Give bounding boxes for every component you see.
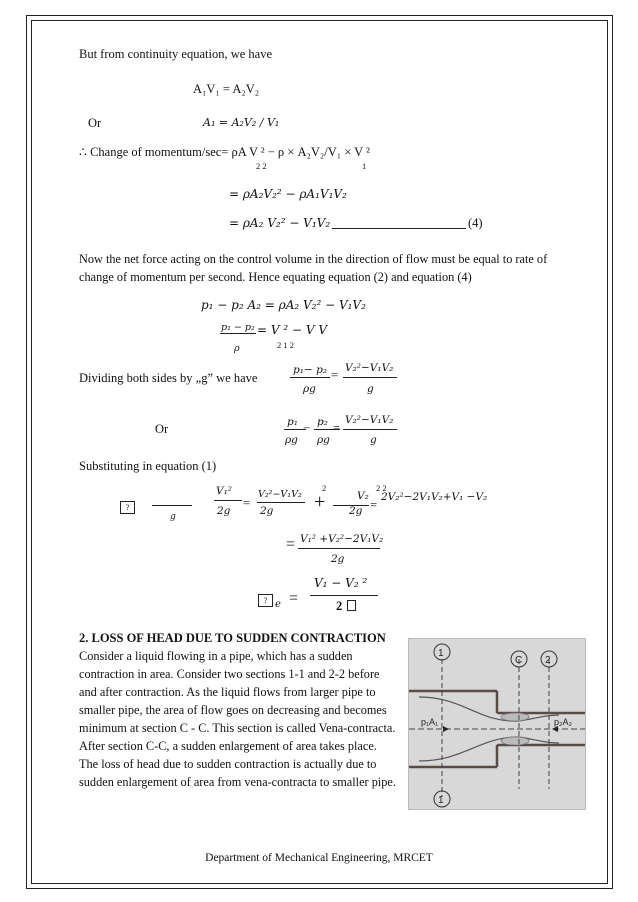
or-label-1: Or — [88, 116, 102, 130]
sub-numerator-1: V₁² — [216, 485, 233, 497]
momentum-equation: ∴ Change of momentum/sec= ρA V ² − ρ × A₂V₂/V₁ × V ² — [79, 145, 370, 159]
or-numerator-2: p₂ — [317, 416, 328, 428]
or-denominator-3: g — [370, 434, 377, 446]
final-bar — [310, 595, 378, 596]
sub-denominator-1: 2g — [217, 505, 231, 517]
or-minus: − — [303, 421, 311, 435]
div-right-denominator: g — [367, 383, 374, 395]
or-denominator-2: ρg — [317, 434, 330, 446]
a1-equation: A₁ = A₂V₂ / V₁ — [203, 116, 280, 129]
net-force-paragraph: Now the net force acting on the control volume in the direction of flow must be equal to rate of change of momentum per second. Hence equating equation (2) and equation (4) — [79, 252, 548, 284]
or-bar-3 — [343, 429, 397, 430]
div-left-numerator: p₁− p₂ — [293, 364, 327, 376]
result-denominator: 2g — [331, 553, 345, 565]
final-subscript: e — [275, 599, 281, 610]
missing-glyph-icon-3 — [347, 600, 356, 611]
div-right-numerator: V₂²−V₁V₂ — [345, 362, 394, 374]
label-p1a1: p₁A₁ — [421, 717, 439, 727]
force-eq2-numerator: p₁ − p₂ — [221, 322, 255, 333]
sudden-contraction-figure — [408, 638, 586, 810]
momentum-subscripts-2: 1 — [362, 161, 367, 171]
or-numerator-1: p₁ — [287, 416, 298, 428]
or-equals: = — [333, 421, 341, 435]
force-eq2-fraction-bar — [220, 333, 256, 334]
page-footer: Department of Mechanical Engineering, MRCET — [205, 852, 433, 864]
label-1-bottom: 1 — [438, 795, 444, 806]
sub-v2: V₂ — [357, 490, 369, 502]
force-eq2-rhs: = V ² − V V — [257, 323, 327, 337]
sub-left-bar — [152, 505, 192, 506]
sub-equals-2: = — [370, 498, 378, 512]
sub-numerator-2: V₂²−V₁V₂ — [258, 489, 302, 500]
equation-line-3: = ρA₂ V₂² − V₁V₂ — [229, 216, 331, 230]
final-denominator: 2 — [336, 599, 343, 613]
sub-superscript-2: 2 — [322, 483, 327, 493]
label-c-top: C — [515, 655, 523, 666]
sub-superscript-3: 2 2 — [376, 483, 387, 493]
equation-leader-line — [332, 228, 466, 229]
div-right-bar — [343, 377, 397, 378]
missing-glyph-icon: ? — [120, 501, 135, 514]
sub-equals-1: = — [243, 496, 251, 510]
sub-bar-1 — [214, 500, 242, 501]
final-equals: = — [289, 590, 299, 607]
result-equals: = — [286, 536, 296, 553]
final-numerator: V₁ − V₂ ² — [314, 576, 368, 590]
result-bar — [298, 548, 380, 549]
label-p2a2: p₂A₂ — [554, 717, 572, 727]
intro-text: But from continuity equation, we have — [79, 47, 273, 61]
label-2-top: 2 — [545, 655, 551, 666]
substituting-text: Substituting in equation (1) — [79, 459, 217, 473]
continuity-equation: A₁V₁ = A₂V₂ — [193, 82, 260, 96]
sub-denominator-2: 2g — [260, 505, 274, 517]
or-label-2: Or — [155, 422, 169, 436]
force-equation-1: p₁ − p₂ A₂ = ρA₂ V₂² − V₁V₂ — [201, 298, 366, 312]
sub-g: g — [170, 512, 176, 522]
force-eq2-denominator: ρ — [234, 343, 240, 354]
equation-number-4: (4) — [468, 216, 483, 230]
sub-plus: + — [314, 491, 326, 513]
sub-rhs: 2V₂²−2V₁V₂+V₁ −V₂ — [381, 491, 488, 503]
label-1-top: 1 — [438, 648, 444, 659]
missing-glyph-icon-2: ? — [258, 594, 273, 607]
contraction-diagram — [409, 639, 585, 809]
force-eq2-subscripts: 2 1 2 — [277, 340, 294, 350]
section-heading-2: 2. LOSS OF HEAD DUE TO SUDDEN CONTRACTION — [79, 631, 386, 645]
equation-line-2: = ρA₂V₂² − ρA₁V₁V₂ — [229, 187, 347, 201]
or-denominator-1: ρg — [285, 434, 298, 446]
div-equals: = — [331, 368, 339, 382]
div-left-denominator: ρg — [303, 383, 316, 395]
div-left-bar — [290, 377, 330, 378]
result-numerator: V₁² +V₂²−2V₁V₂ — [300, 533, 384, 545]
or-numerator-3: V₂²−V₁V₂ — [345, 414, 394, 426]
sub-denominator-3: 2g — [349, 505, 363, 517]
dividing-text: Dividing both sides by „g” we have — [79, 371, 258, 385]
contraction-paragraph: Consider a liquid flowing in a pipe, which has a sudden contraction in area. Consider two sections 1-1 and 2-2 before and after contraction. As the liquid flows from larger pipe to smaller pipe, the area of flow goes on decreasing and becomes minimum at section C - C. This section is called Vena-contracta. After section C-C, a sudden enlargement of area takes place. The loss of head due to sudden contraction is actually due to sudden enlargement of area from vena-contracta to smaller pipe. — [79, 649, 396, 789]
momentum-subscripts-1: 2 2 — [256, 161, 267, 171]
